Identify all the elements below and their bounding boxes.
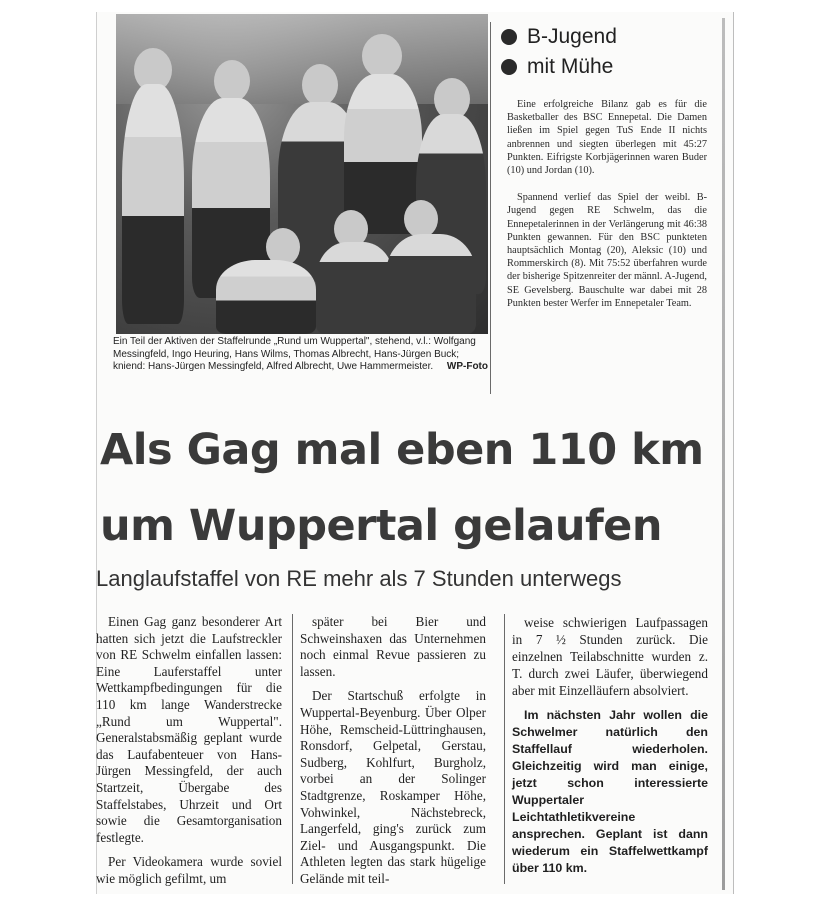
- photo-person: [122, 84, 184, 324]
- article-subheadline: Langlaufstaffel von RE mehr als 7 Stunden unterwegs: [96, 566, 622, 591]
- article-paragraph: Im nächsten Jahr wollen die Schwelmer natürlich den Staffellauf wiederholen. Gleichzeitig wird man einige, jetzt schon interessierte Wuppertaler Leichtathletikvereine ansprechen. Geplant ist dann wiederum ein Staffelwettkampf über 110 km.: [512, 708, 708, 875]
- sidebar-heading: [497, 52, 717, 82]
- bullet-icon: [501, 29, 517, 45]
- column-divider: [504, 614, 505, 884]
- photo-person: [316, 242, 394, 334]
- photo-person: [404, 200, 438, 238]
- photo-caption: [113, 336, 488, 374]
- article-paragraph: Per Videokamera wurde soviel wie möglich gefilmt, um: [96, 854, 282, 886]
- article-column-2: [300, 614, 486, 896]
- sidebar-paragraph: Spannend verlief das Spiel der weibl. B-Jugend gegen RE Schwelm, das die Ennepetalerinnen in der Verlängerung mit 46:38 Punkten gewannen. Für den BSC punkteten hauptsächlich Montag (20), Aleksic (10) und Rommerskirch (8). Mit 75:52 überfahren wurde der bisherige Spitzenreiter der männl. A-Jugend, SE Gevelsberg. Bauschulte war dabei mit 28 Punkten bester Werfer im Ennepetaler Team.: [507, 192, 707, 309]
- article-headline: [100, 420, 710, 556]
- article-column-3: [512, 614, 708, 885]
- sidebar-paragraph: Eine erfolgreiche Bilanz gab es für die Basketballer des BSC Ennepetal. Die Damen ließen im Spiel gegen TuS Ende II nichts anbrennen und siegten überlegen mit 45:27 Punkten. Eifrigste Korbjägerinnen waren Buder (10) und Jordan (10).: [507, 99, 707, 177]
- article-paragraph: Einen Gag ganz besonderer Art hatten sich jetzt die Laufstreckler von RE Schwelm einfallen lassen: Eine Lauferstaffel unter Wettkampfbedingungen für die 110 km lange Wanderstrecke „Rund um Wuppertal". Generalstabsmäßig geplant wurde das Laufabenteuer von Hans-Jürgen Messingfeld, der auch Startzeit, Übergabe des Staffelstabes, Uhrzeit und Ort sowie die Gesamtorganisation festlegte.: [96, 614, 282, 845]
- photo-person: [302, 64, 338, 106]
- article-paragraph: Der Startschuß erfolgte in Wuppertal-Beyenburg. Über Olper Höhe, Remscheid-Lüttringhausen, Ronsdorf, Gelpetal, Gerstau, Sudberg, Kohlfurt, Burgholz, vorbei an der Solinger Stadtgrenze, Roskamper Höhe, Vohwinkel, Nächstebreck, Langerfeld, ging's zurück zum Ziel- und Ausgangspunkt. Die Athleten legten das stark hügelige Gelände mit teil-: [300, 688, 486, 886]
- sidebar-heading-line1: B-Jugend: [527, 25, 617, 48]
- team-photo: [116, 14, 488, 334]
- column-divider: [292, 614, 293, 884]
- column-divider: [490, 22, 491, 394]
- sidebar-body: [497, 98, 707, 310]
- headline-line: um Wuppertal gelaufen: [100, 501, 662, 551]
- sidebar-article: [497, 22, 717, 324]
- article-paragraph: weise schwierigen Laufpassagen in 7 ½ Stunden zurück. Die einzelnen Teilabschnitte wurden z. T. durch zwei Läufer, überwiegend aber mit Einzelläufern absolviert.: [512, 615, 708, 698]
- photo-person: [216, 260, 316, 334]
- article-column-1: [96, 614, 282, 896]
- sidebar-heading-line2: mit Mühe: [527, 55, 614, 78]
- sidebar-heading: [497, 22, 717, 52]
- photo-credit: WP-Foto: [446, 361, 488, 373]
- headline-line: Als Gag mal eben 110 km: [100, 425, 704, 475]
- photo-person: [386, 234, 476, 334]
- bullet-icon: [501, 59, 517, 75]
- photo-person: [362, 34, 402, 78]
- clipping-edge: [722, 18, 725, 890]
- article-paragraph: später bei Bier und Schweinshaxen das Unternehmen noch einmal Revue passieren zu lassen.: [300, 614, 486, 679]
- photo-person: [214, 60, 250, 102]
- caption-text: Ein Teil der Aktiven der Staffelrunde „Rund um Wuppertal", stehend, v.l.: Wolfgang Messingfeld, Ingo Heuring, Hans Wilms, Thomas Albrecht, Hans-Jürgen Buck; kniend: Hans-Jürgen Messingfeld, Alfred Albrecht, Uwe Hammermeister.: [113, 336, 476, 373]
